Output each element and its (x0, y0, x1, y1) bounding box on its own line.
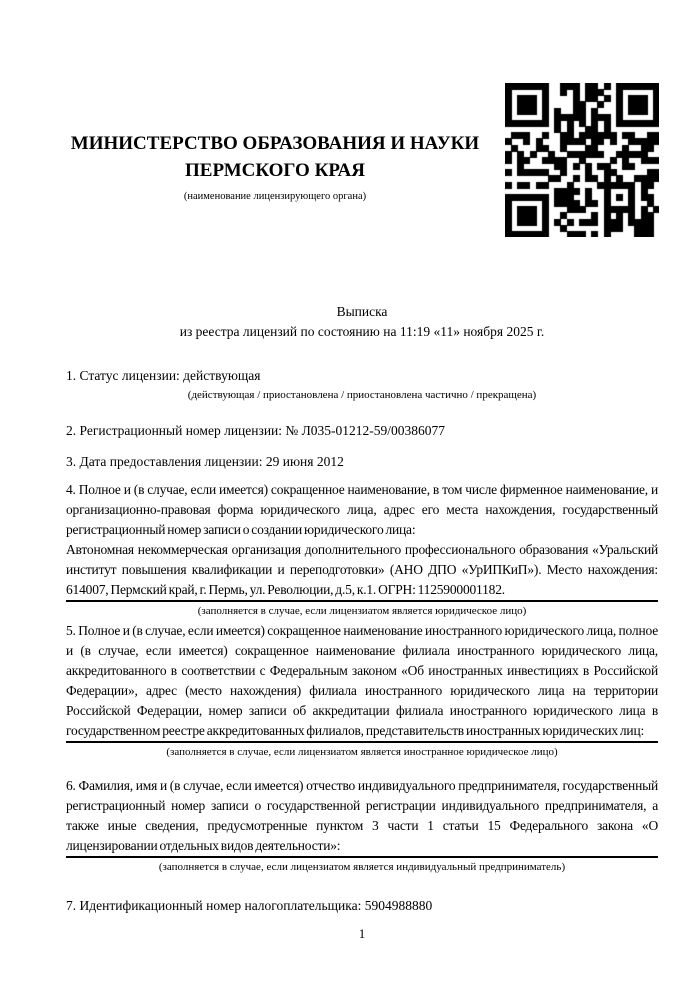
legal-entity-fill-line (66, 600, 658, 602)
license-status-options-caption: (действующая / приостановлена / приостановлена частично / прекращена) (187, 389, 537, 401)
legal-entity-value: Автономная некоммерческая организация дополнительного профессионального образования «Уральский институт повышения квалификации и переподготовки» (АНО ДПО «УрИПКиП»). Место нахождения: 614007, Пермский край, г. Пермь, ул. Революции, д.5, к.1. ОГРН: 1125900001182. (66, 542, 658, 597)
legal-entity-heading: 4. Полное и (в случае, если имеется) сокращенное наименование, в том числе фирменное наименование, и организационно-правовая форма юридического лица, адрес его места нахождения, государственный регистрационный номер записи о создании юридического лица: (66, 482, 658, 537)
individual-fill-line (66, 856, 658, 858)
foreign-entity-caption: (заполняется в случае, если лицензиатом является иностранное юридическое лицо) (166, 746, 558, 758)
licensing-authority-caption: (наименование лицензирующего органа) (183, 191, 367, 202)
individual-heading: 6. Фамилия, имя и (в случае, если имеется) отчество индивидуального предпринимателя, государственный регистрационный номер записи о государственной регистрации индивидуального предпринимателя, а также иные сведения, предусмотренные пунктом 3 части 1 статьи 15 Федерального закона «О лицензировании отдельных видов деятельности»: (66, 778, 658, 853)
license-status-text: 1. Статус лицензии: действующая (66, 368, 261, 383)
document-title (66, 302, 658, 342)
foreign-entity-heading: 5. Полное и (в случае, если имеется) сокращенное наименование иностранного юридического лица, полное и (в случае, если имеется) сокращенное наименование филиала иностранного юридического лица, аккредитованного в соответствии с Федеральным законом «Об иностранных инвестициях в Российской Федерации», адрес (место нахождения) филиала иностранного юридического лица на территории Российской Федерации, номер записи об аккредитации филиала иностранного юридического лица в государственном реестре аккредитованных филиалов, представительств иностранных юридических лиц: (66, 623, 658, 738)
ministry-name-line-2: ПЕРМСКОГО КРАЯ (185, 160, 365, 181)
document-title-line-1: Выписка (336, 304, 388, 319)
grant-date-text: 3. Дата предоставления лицензии: 29 июня 2012 (66, 454, 344, 469)
individual-caption: (заполняется в случае, если лицензиатом является индивидуальный предприниматель) (158, 861, 566, 873)
legal-entity-caption: (заполняется в случае, если лицензиатом является юридическое лицо) (197, 605, 527, 617)
foreign-entity-fill-line (66, 741, 658, 743)
ministry-header (50, 130, 500, 203)
page-number: 1 (358, 926, 366, 941)
item-legal-entity (66, 480, 658, 618)
item-foreign-entity (66, 621, 658, 759)
item-taxpayer-number (66, 896, 658, 916)
item-registration-number (66, 421, 658, 441)
registration-number-text: 2. Регистрационный номер лицензии: № Л035-01212-59/00386077 (66, 423, 446, 438)
item-license-status (66, 366, 658, 402)
document-title-line-2: из реестра лицензий по состоянию на 11:19 «11» ноября 2025 г. (179, 324, 545, 339)
item-grant-date (66, 452, 658, 472)
qr-code-icon (505, 83, 659, 237)
ministry-name-line-1: МИНИСТЕРСТВО ОБРАЗОВАНИЯ И НАУКИ (70, 133, 480, 154)
taxpayer-number-text: 7. Идентификационный номер налогоплательщика: 5904988880 (66, 898, 433, 913)
item-individual-entrepreneur (66, 776, 658, 874)
